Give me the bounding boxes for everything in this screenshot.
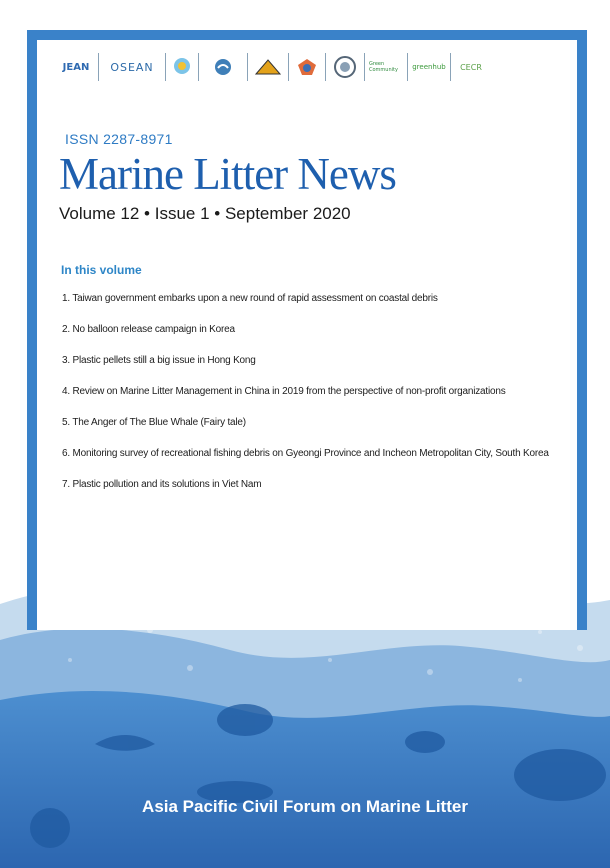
mountain-logo (248, 53, 289, 81)
toc-item[interactable]: 4. Review on Marine Litter Management in China in 2019 from the perspective of non-profit organizations (62, 386, 506, 397)
jean-logo: JEAN (54, 53, 99, 81)
toc-item[interactable]: 6. Monitoring survey of recreational fishing debris on Gyeongi Province and Incheon Metropolitan City, South Korea (62, 448, 549, 459)
green-community-logo: Green Community (365, 53, 408, 81)
seal-logo (326, 53, 365, 81)
toca-logo (166, 53, 199, 81)
volume-issue-date: Volume 12 • Issue 1 • September 2020 (59, 204, 351, 223)
taiwan-ngo-logo (199, 53, 248, 81)
page-title: Marine Litter News (59, 149, 396, 199)
toc-heading: In this volume (61, 263, 142, 277)
toc-item[interactable]: 3. Plastic pellets still a big issue in Hong Kong (62, 355, 256, 366)
toc-item[interactable]: 5. The Anger of The Blue Whale (Fairy tale) (62, 417, 246, 428)
toc-item[interactable]: 1. Taiwan government embarks upon a new round of rapid assessment on coastal debris (62, 293, 438, 304)
emblem-logo (289, 53, 326, 81)
toc-item[interactable]: 2. No balloon release campaign in Korea (62, 324, 235, 335)
issn-number: ISSN 2287-8971 (65, 131, 173, 147)
cecr-logo: CECR (460, 62, 482, 72)
table-of-contents (62, 293, 549, 510)
forum-name: Asia Pacific Civil Forum on Marine Litter (142, 797, 468, 816)
osean-logo: OSEAN (99, 53, 166, 81)
partner-logos (54, 52, 491, 82)
toc-item[interactable]: 7. Plastic pollution and its solutions in Viet Nam (62, 479, 262, 490)
greenhub-logo: greenhub (408, 53, 451, 81)
